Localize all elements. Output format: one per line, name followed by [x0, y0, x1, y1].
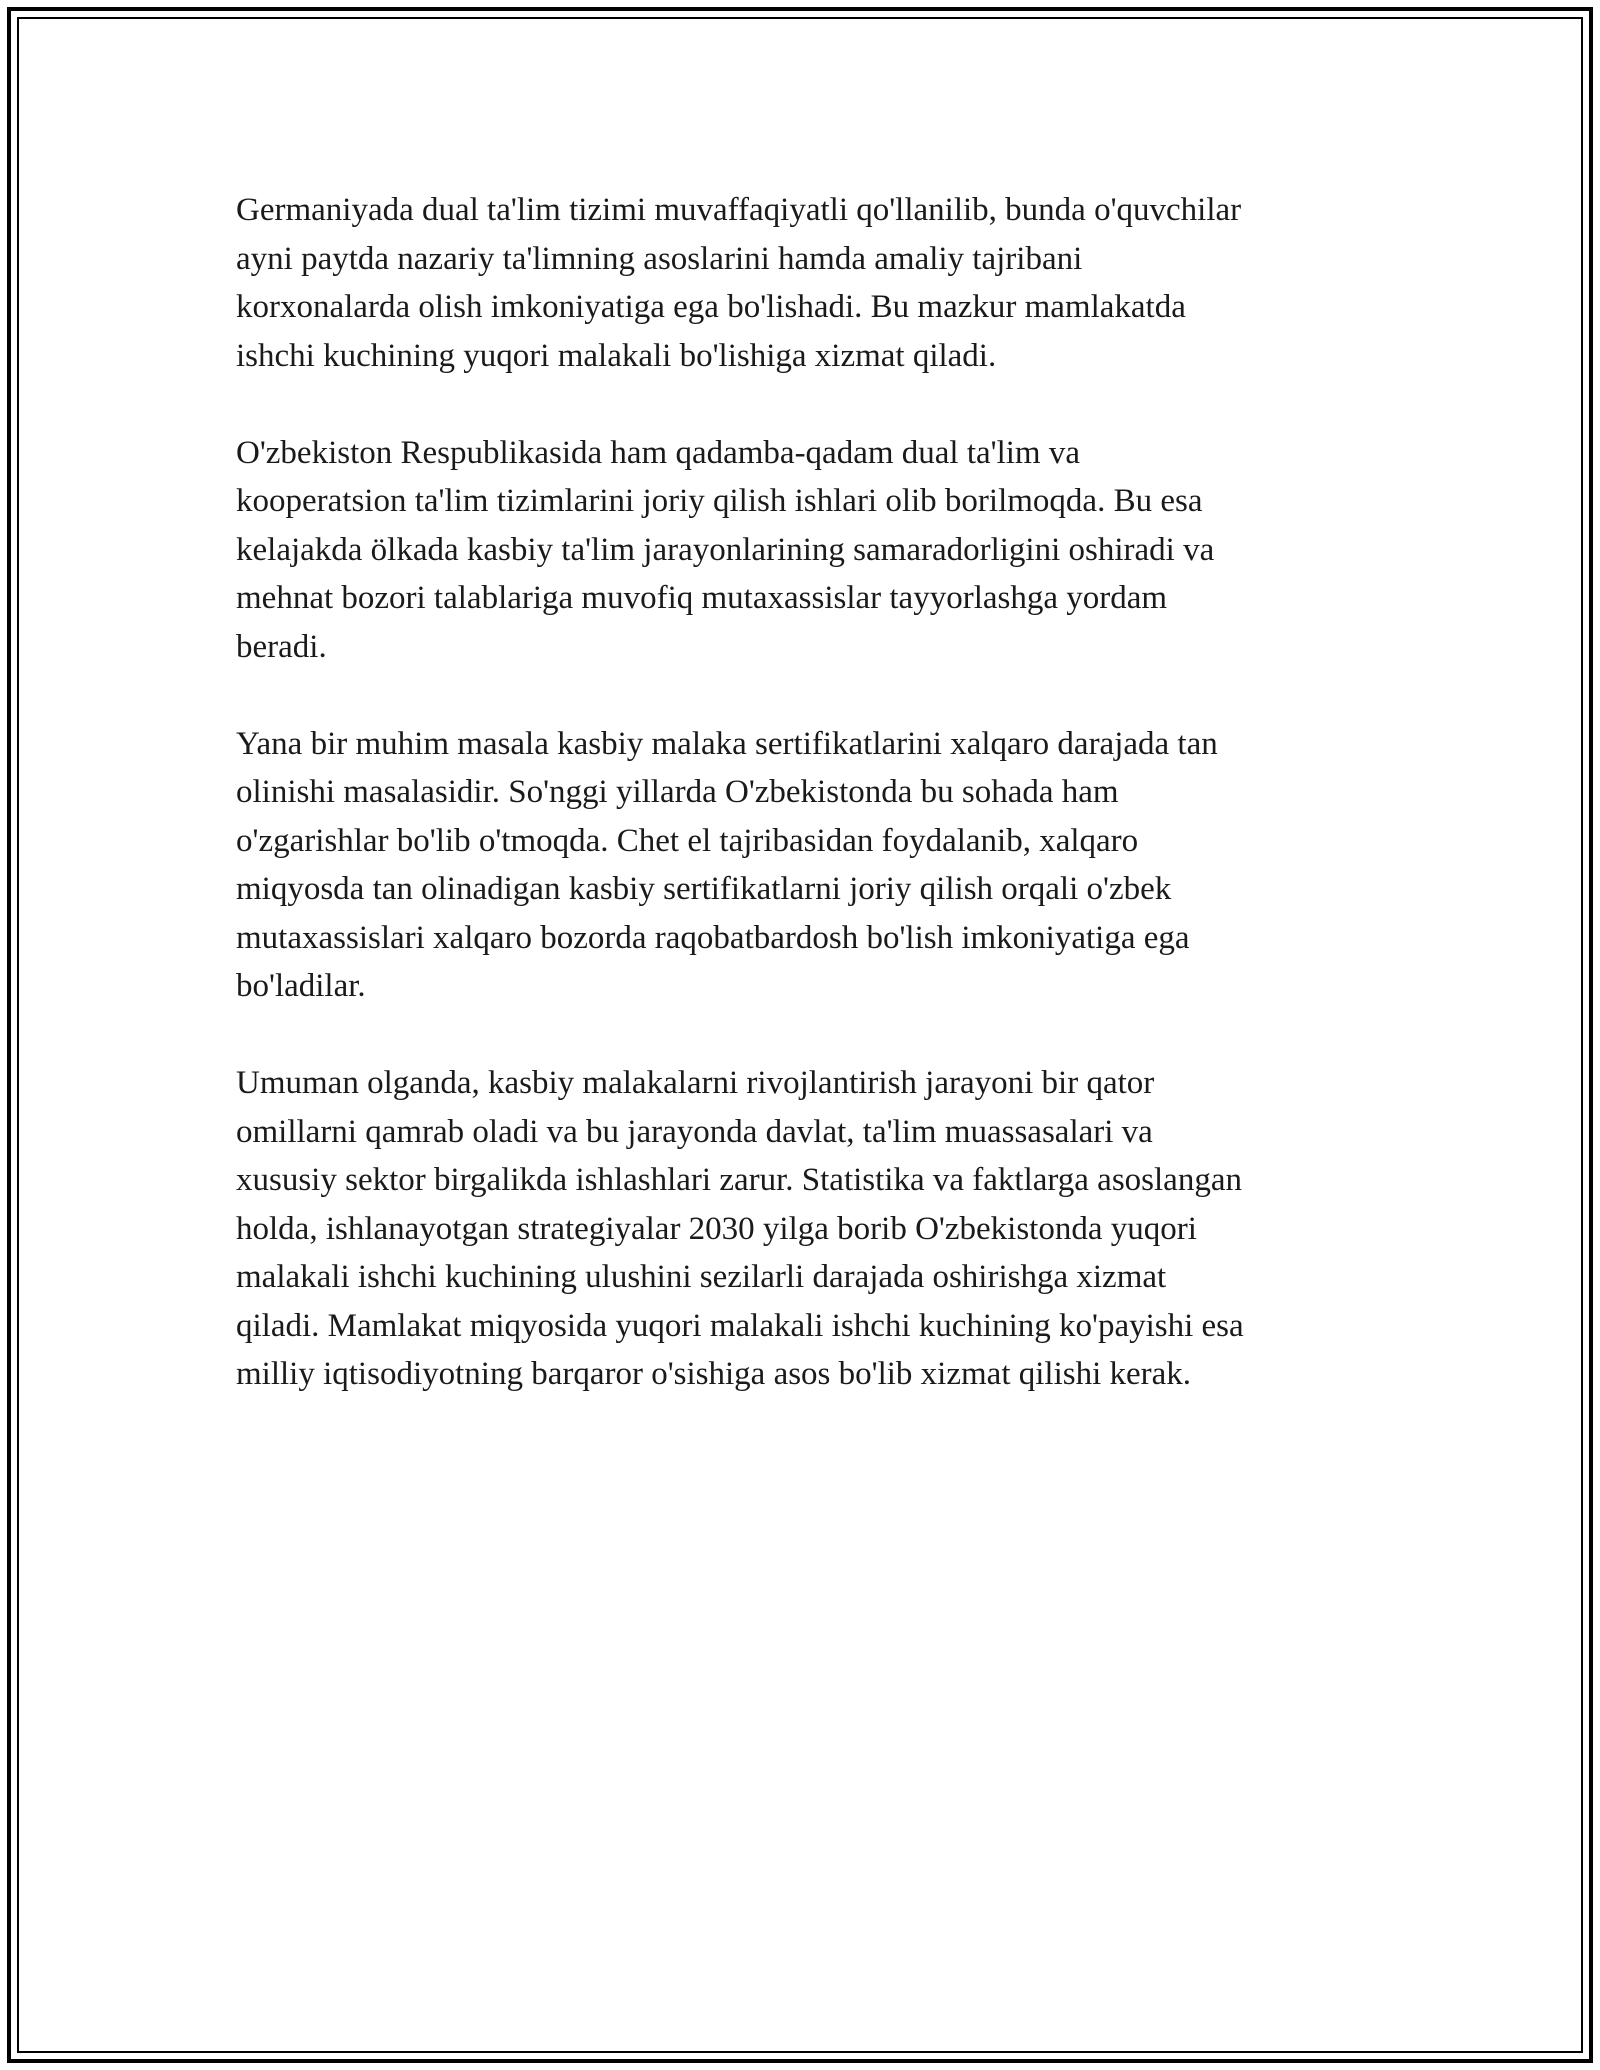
paragraph-dual-education-germany: Germaniyada dual ta'lim tizimi muvaffaqiyatli qo'llanilib, bunda o'quvchilar ayni paytda nazariy ta'limning asoslarini hamda amaliy tajribani korxonalarda olish imkoniyatiga ega bo'lishadi. Bu mazkur mamlakatda ishchi kuchining yuqori malakali bo'lishiga xizmat qiladi. [236, 192, 1242, 374]
paragraph-certification-recognition: Yana bir muhim masala kasbiy malaka sertifikatlarini xalqaro darajada tan olinishi masalasidir. So'nggi yillarda O'zbekistonda bu sohada ham o'zgarishlar bo'lib o'tmoqda. Chet el tajribasidan foydalanib, xalqaro miqyosda tan olinadigan kasbiy sertifikatlarni joriy qilish orqali o'zbek mutaxassislari xalqaro bozorda raqobatbardosh bo'lish imkoniyatiga ega bo'ladilar. [236, 725, 1218, 1004]
document-body [236, 186, 1366, 1447]
paragraph-uzbekistan-dual-education: O'zbekiston Respublikasida ham qadamba-qadam dual ta'lim va kooperatsion ta'lim tizimlarini joriy qilish ishlari olib borilmoqda. Bu esa kelajakda ölkada kasbiy ta'lim jarayonlarining samaradorligini oshiradi va mehnat bozori talablariga muvofiq mutaxassislar tayyorlashga yordam beradi. [236, 434, 1215, 665]
paragraph-conclusion: Umuman olganda, kasbiy malakalarni rivojlantirish jarayoni bir qator omillarni qamrab oladi va bu jarayonda davlat, ta'lim muassasalari va xususiy sektor birgalikda ishlashlari zarur. Statistika va faktlarga asoslangan holda, ishlanayotgan strategiyalar 2030 yilga borib O'zbekistonda yuqori malakali ishchi kuchining ulushini sezilarli darajada oshirishga xizmat qiladi. Mamlakat miqyosida yuqori malakali ishchi kuchining ko'payishi esa milliy iqtisodiyotning barqaror o'sishiga asos bo'lib xizmat qilishi kerak. [236, 1065, 1244, 1392]
